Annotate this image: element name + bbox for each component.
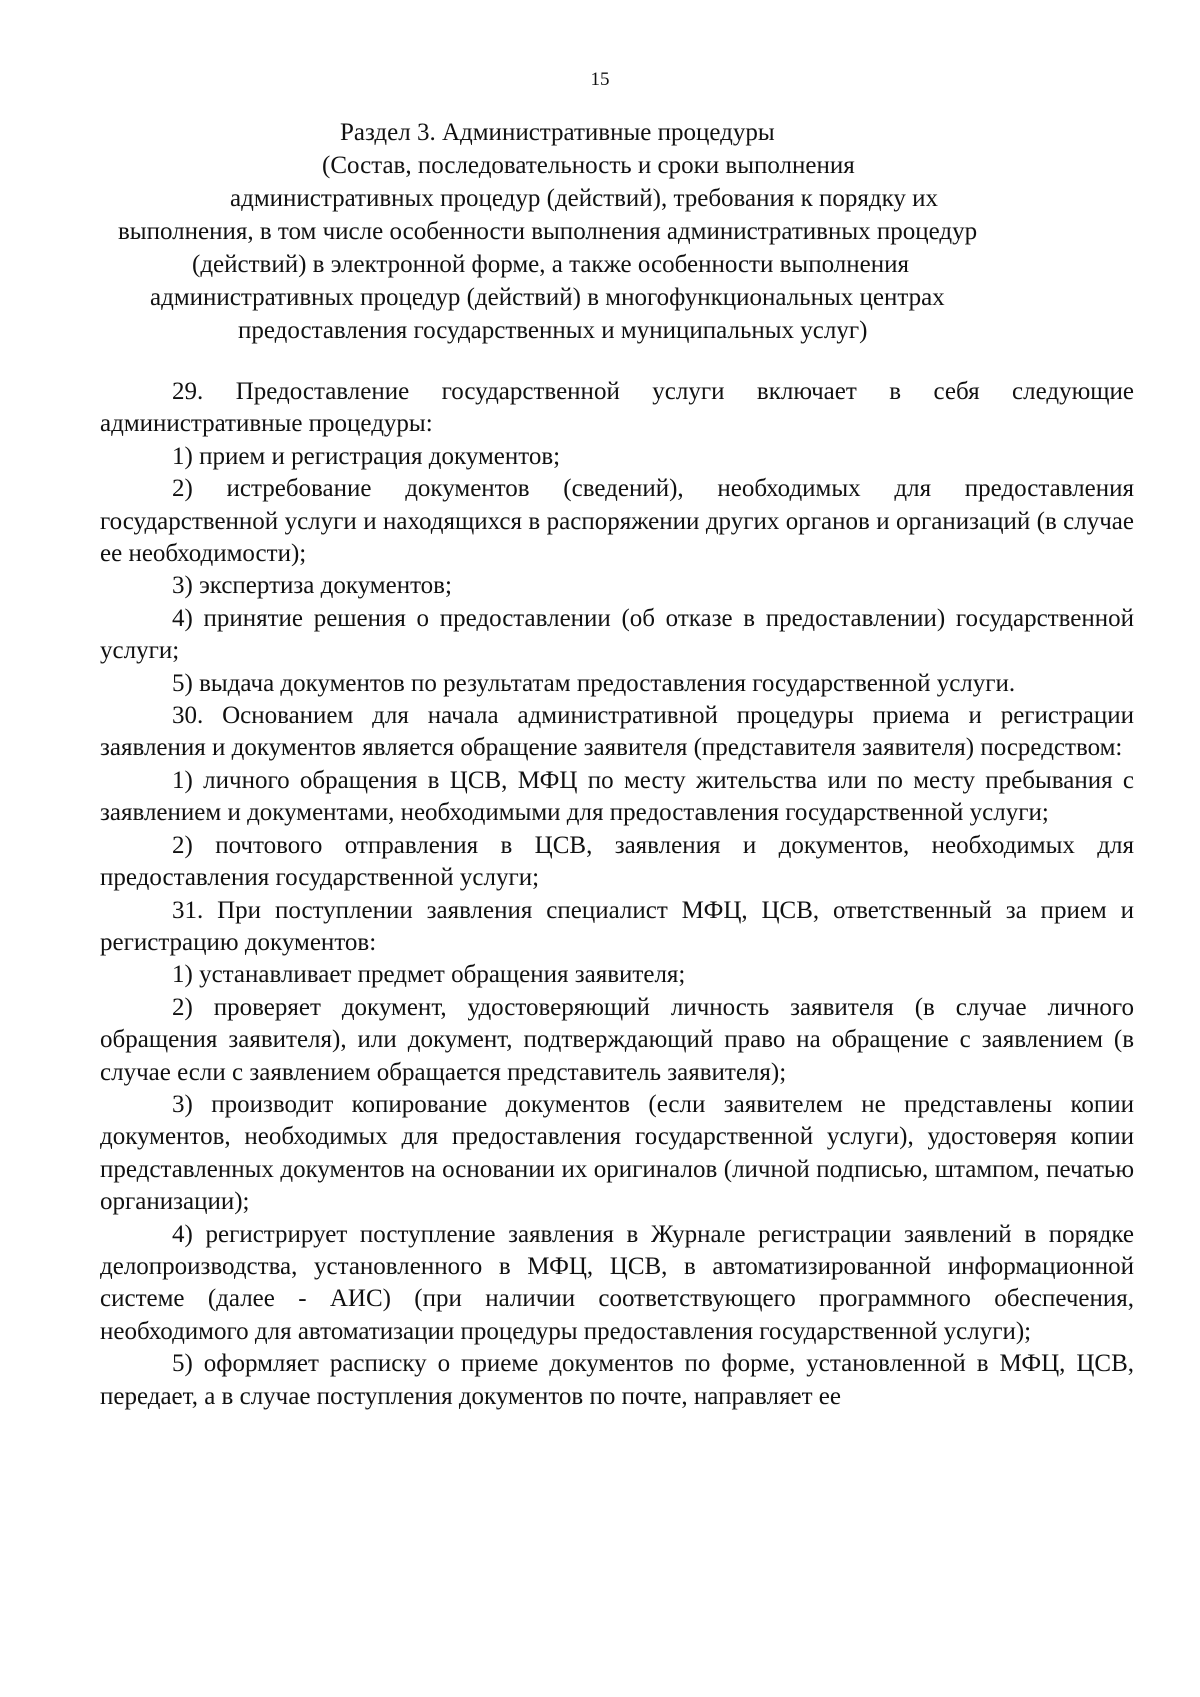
heading-line: административных процедур (действий) в многофункциональных центрах — [150, 284, 945, 311]
paragraph-29: 29. Предоставление государственной услуги включает в себя следующие административные процедуры: — [100, 378, 1134, 438]
paragraph-30: 30. Основанием для начала административной процедуры приема и регистрации заявления и документов является обращение заявителя (представителя заявителя) посредством: — [100, 702, 1134, 762]
list-item: 2) истребование документов (сведений), необходимых для предоставления государственной услуги и находящихся в распоряжении других органов и организаций (в случае ее необходимости); — [100, 475, 1134, 568]
list-item: 3) производит копирование документов (если заявителем не представлены копии документов, необходимых для предоставления государственной услуги), удостоверяя копии представленных документов на основании их оригиналов (личной подписью, штампом, печатью организации); — [100, 1090, 1134, 1216]
heading-line: (Состав, последовательность и сроки выполнения — [322, 152, 855, 179]
list-item: 2) проверяет документ, удостоверяющий личность заявителя (в случае личного обращения заявителя), или документ, подтверждающий право на обращение с заявлением (в случае если с заявлением обращается представитель заявителя); — [100, 993, 1134, 1086]
heading-line: Раздел 3. Административные процедуры — [340, 119, 775, 146]
heading-line: административных процедур (действий), требования к порядку их — [230, 185, 939, 212]
heading-line: (действий) в электронной форме, а также особенности выполнения — [192, 251, 909, 278]
list-item: 1) прием и регистрация документов; — [172, 442, 561, 470]
section-heading — [100, 116, 1100, 347]
list-item: 4) регистрирует поступление заявления в Журнале регистрации заявлений в порядке делопроизводства, установленного в МФЦ, ЦСВ, в автоматизированной информационной системе (далее - АИС) (при наличии соответствующего программного обеспечения, необходимого для автоматизации процедуры предоставления государственной услуги); — [100, 1220, 1134, 1345]
list-item: 5) выдача документов по результатам предоставления государственной услуги. — [172, 669, 1016, 697]
list-item: 3) экспертиза документов; — [172, 572, 452, 600]
list-item: 1) личного обращения в ЦСВ, МФЦ по месту жительства или по месту пребывания с заявлением и документами, необходимыми для предоставления государственной услуги; — [100, 766, 1134, 827]
list-item: 2) почтового отправления в ЦСВ, заявления и документов, необходимых для предоставления государственной услуги; — [100, 831, 1134, 892]
document-body — [100, 376, 1134, 1413]
heading-line: предоставления государственных и муниципальных услуг) — [238, 317, 868, 344]
list-item: 1) устанавливает предмет обращения заявителя; — [172, 961, 686, 989]
paragraph-31: 31. При поступлении заявления специалист МФЦ, ЦСВ, ответственный за прием и регистрацию документов: — [100, 896, 1134, 956]
heading-line: выполнения, в том числе особенности выполнения административных процедур — [118, 218, 978, 245]
list-item: 5) оформляет расписку о приеме документов по форме, установленной в МФЦ, ЦСВ, передает, а в случае поступления документов по почте, направляет ее — [100, 1350, 1134, 1410]
page-number: 15 — [590, 69, 610, 90]
list-item: 4) принятие решения о предоставлении (об отказе в предоставлении) государственной услуги; — [100, 604, 1134, 665]
